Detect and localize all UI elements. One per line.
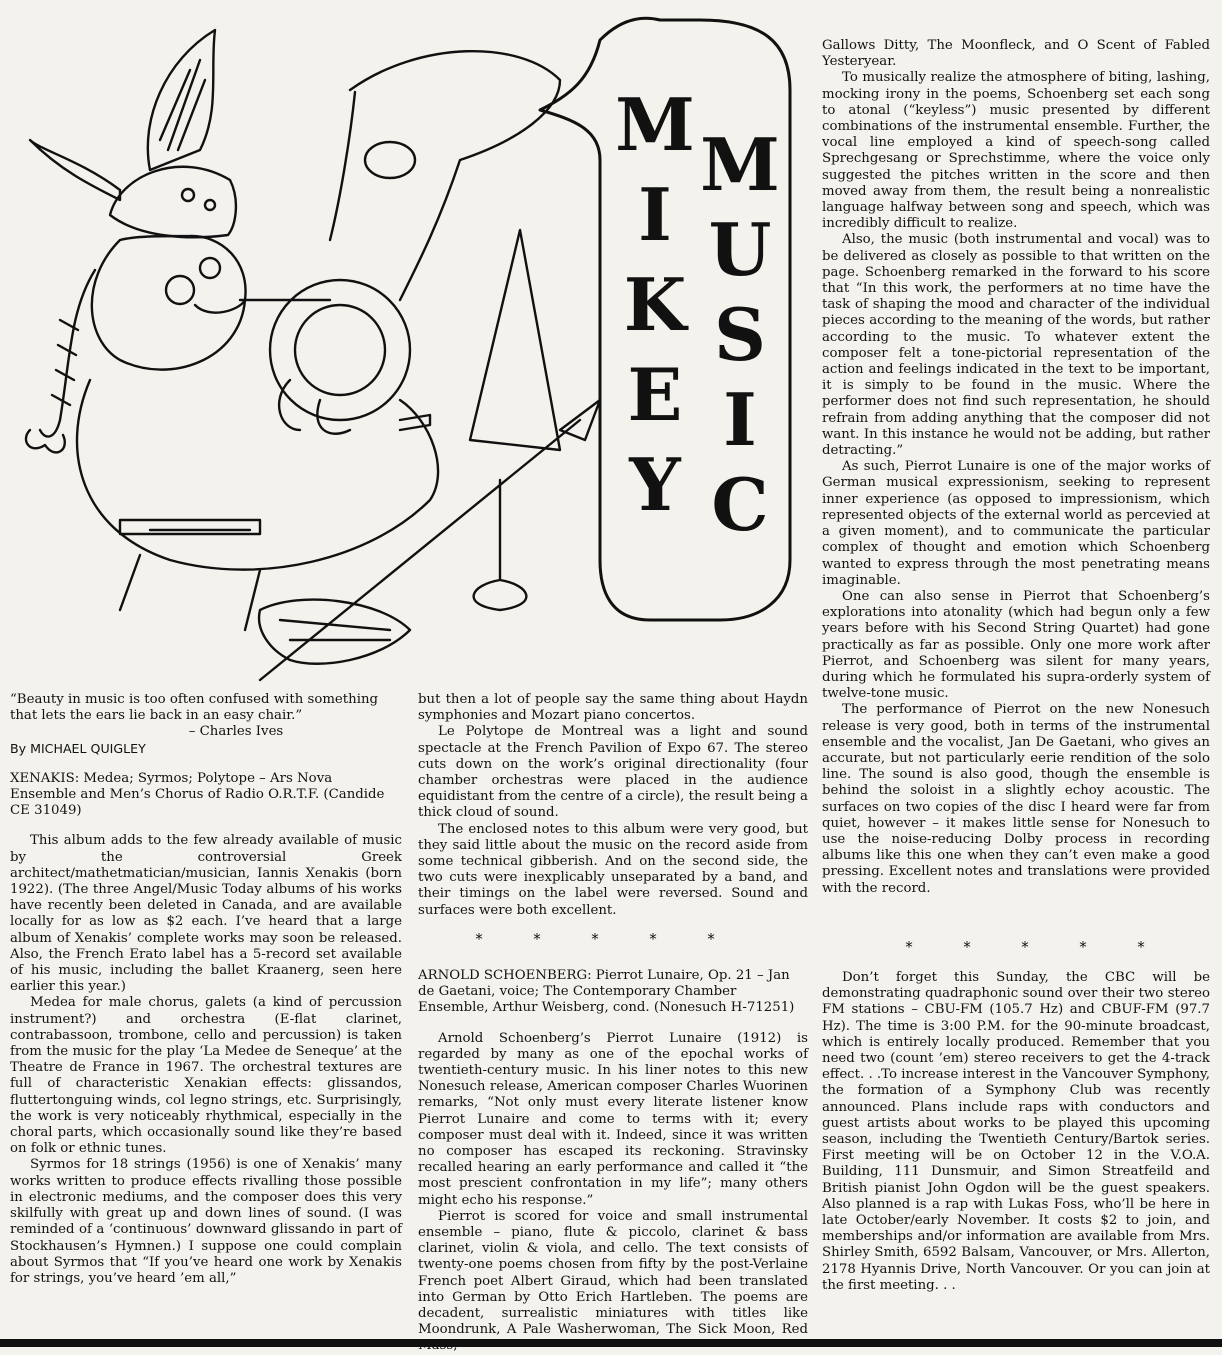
braid xyxy=(40,270,95,437)
paragraph: The enclosed notes to this album were very good, but they said little about the music on the record aside from some technical gibberish. And on the second side, the two cuts were inexplicably unseparated by a band, and their timings on the label were reversed. Sound and surfaces were both excellent. xyxy=(418,821,808,918)
title-letter-c: C xyxy=(711,462,769,547)
column-left xyxy=(10,692,402,1287)
paragraph: Gallows Ditty, The Moonfleck, and O Scent of Fabled Yesteryear. xyxy=(822,38,1210,70)
section-divider: * * * * * xyxy=(905,938,1145,956)
paragraph: Le Polytope de Montreal was a light and sound spectacle at the French Pavilion of Expo 67. The stereo cuts down on the work’s original directionality (four chamber orchestras were placed in the audience equidistant from the centre of a circle), the result being a thick cloud of sound. xyxy=(418,724,808,821)
music-stand xyxy=(470,230,560,450)
ornate-box xyxy=(259,600,410,664)
tuba-bell xyxy=(350,51,560,300)
epigraph-quote: “Beauty in music is too often confused with something that lets the ears lie back in an easy chair.” xyxy=(10,692,379,724)
paragraph: Medea for male chorus, galets (a kind of percussion instrument?) and orchestra (E-flat clarinet, contrabassoon, trombone, cello and percussion) is taken from the music for the play ‘La Medee de Seneque’ at the Theatre de France in 1967. The orchestral textures are full of characteristic Xenakian effects: glissandos, fluttertonguing winds, col legno strings, etc. Surprisingly, the work is very noticeably rhythmical, especially in the choral parts, which occasionally sound like they’re based on folk or ethnic tunes. xyxy=(10,995,402,1157)
title-letter-k: K xyxy=(623,262,687,347)
byline: By MICHAEL QUIGLEY xyxy=(10,740,146,756)
column-right-lower xyxy=(822,970,1210,1294)
title-letter-y: Y xyxy=(629,442,681,527)
paragraph: Arnold Schoenberg’s Pierrot Lunaire (1912) is regarded by many as one of the epochal works of twentieth-century music. In his liner notes to this new Nonesuch release, American composer Charles Wuorinen remarks, “Not only must every literate listener know Pierrot Lunaire and come to terms with it; every composer must deal with it. Indeed, since it was written no composer has escaped its reckoning. Stravinsky recalled hearing an early performance and called it “the most prescient confrontation in my life”; many others might echo his response.” xyxy=(418,1030,808,1208)
title-letter-u: U xyxy=(708,207,772,292)
title-letter-i2: I xyxy=(723,377,757,462)
paragraph: To musically realize the atmosphere of biting, lashing, mocking irony in the poems, Schoenberg set each song to atonal (“keyless”) music presented by different combinations of the instrumental ensemble. Further, the vocal line employed a kind of speech-song called Sprechgesang or Sprechstimme, where the voice only suggested the pitches written in the score and then moved away from them, the result being a nonrealistic language halfway between song and speech, which was incredibly difficult to realize. xyxy=(822,70,1210,232)
body xyxy=(77,380,438,570)
paragraph: One can also sense in Pierrot that Schoenberg’s explorations into atonality (which had begun only a few years before with his Second String Quartet) had gone practically as far as possible. Only one more work after Pierrot, and Schoenberg was silent for many years, during which he formulated his supra-orderly system of twelve-tone music. xyxy=(822,588,1210,702)
review-heading-schoenberg: ARNOLD SCHOENBERG: Pierrot Lunaire, Op. 21 – Jan de Gaetani, voice; The Contemporary Chamber Ensemble, Arthur Weisberg, cond. (Nonesuch H-71251) xyxy=(418,968,795,1016)
title-letter-m1: M xyxy=(615,82,695,167)
title-letter-i1: I xyxy=(638,172,672,257)
paragraph: The performance of Pierrot on the new Nonesuch release is very good, both in terms of the instrumental ensemble and the vocalist, Jan De Gaetani, who gives an accurate, but not particularly eerie rendition of the solo line. The sound is also good, though the ensemble is behind the soloist in a slightly echoy acoustic. The surfaces on two copies of the disc I heard were far from quiet, however – it makes little sense for Nonesuch to use the noise-reducing Dolby process in recording albums like this one when they can’t even make a good pressing. Excellent notes and translations were provided with the record. xyxy=(822,702,1210,896)
helmet-wing xyxy=(148,30,215,170)
column-middle xyxy=(418,692,808,919)
paragraph: Also, the music (both instrumental and vocal) was to be delivered as closely as possible to that written on the page. Schoenberg remarked in the forward to his score that “In this work, the performers at no time have the task of shaping the mood and character of the individual pieces according to the meaning of the words, but rather according to the music. To whatever extent the composer felt a tone-pictorial representation of the action and feelings indicated in the text to be important, it is simply to be found in the music. Where the performer does not find such representation, he should refrain from adding anything that the composer did not want. In this instance he would not be adding, but rather detracting.” xyxy=(822,232,1210,459)
paragraph: This album adds to the few already available of music by the controversial Greek architect/mathetmatician/musician, Iannis Xenakis (born 1922). (The three Angel/Music Today albums of his works have recently been deleted in Canada, and are available locally for as low as $2 each. I’ve heard that a large album of Xenakis’ complete works may soon be released. Also, the French Erato label has a 5-record set available of his music, including the ballet Kraanerg, seen here earlier this year.) xyxy=(10,833,402,995)
title-letter-m2: M xyxy=(700,122,780,207)
tuba-player-illustration xyxy=(0,0,820,690)
title-letter-e: E xyxy=(627,352,683,437)
title-letter-s: S xyxy=(714,292,766,377)
head xyxy=(92,236,246,370)
paragraph: Pierrot is scored for voice and small instrumental ensemble – piano, flute & piccolo, clarinet & bass clarinet, violin & viola, and cello. The text consists of twenty-one poems chosen from fifty by the post-Verlaine French poet Albert Giraud, which had been translated into German by Otto Erich Hartleben. The poems are decadent, surrealistic miniatures with titles like Moondrunk, A Pale Washerwoman, The Sick Moon, Red xyxy=(418,1208,808,1338)
paragraph: Don’t forget this Sunday, the CBC will be demonstrating quadraphonic sound over their two stereo FM stations – CBU-FM (105.7 Hz) and CBUF-FM (97.7 Hz). The time is 3:00 P.M. for the 90-minute broadcast, which is entirely locally produced. Remember that you need two (count ’em) stereo receivers to get the 4-track effect. . .To increase interest in the Vancouver Symphony, the formation of a Symphony Club was recently announced. Plans include raps with conductors and guest artists about works to be played this upcoming season, including the Twentieth Century/Bartok series. First meeting will be on October 12 in the V.O.A. Building, 111 Dunsmuir, and Simon Streatfeild and British pianist John Ogdon will be the guest speakers. Also planned is a rap with Lukas Foss, who’ll be here in late October/early November. It costs $2 to join, and memberships and/or information are available from Mrs. Shirley Smith, 6592 Balsam, Vancouver, or Mrs. Allerton, 2178 Hyannis Drive, North Vancouver. Or you can join at the first meeting. . . xyxy=(822,970,1210,1293)
small-wing xyxy=(30,140,120,200)
paragraph: As such, Pierrot Lunaire is one of the major works of German musical expressionism, seeking to represent inner experience (as opposed to impressionism, which represented objects of the external world as percevied at a given moment), and to communicate the particular complex of thought and emotion which Schoenberg wanted to express through the most penetrating means imaginable. xyxy=(822,459,1210,588)
review-heading-xenakis: XENAKIS: Medea; Syrmos; Polytope – Ars Nova Ensemble and Men’s Chorus of Radio O.R.T.F. (Candide CE 31049) xyxy=(10,770,385,819)
paragraph: Syrmos for 18 strings (1956) is one of Xenakis’ many works written to produce effects rivalling those possible in electronic mediums, and the composer does this very skilfully with great up and down lines of sound. (I was reminded of a ‘continuous’ downward glissando in part of Stockhausen’s Hymnen.) I suppose one could complain about Syrmos that “If you’ve heard one work by Xenakis for strings, you’ve heard ’em all,” xyxy=(10,1157,402,1286)
helmet xyxy=(110,167,236,237)
paragraph: but then a lot of people say the same thing about Haydn symphonies and Mozart piano concertos. xyxy=(418,692,808,724)
section-divider: * * * * * xyxy=(475,930,715,948)
column-right xyxy=(822,38,1210,897)
bottom-rule xyxy=(0,1339,1222,1347)
epigraph-attribution: – Charles Ives xyxy=(188,724,284,740)
column-middle-lower xyxy=(418,968,808,1355)
